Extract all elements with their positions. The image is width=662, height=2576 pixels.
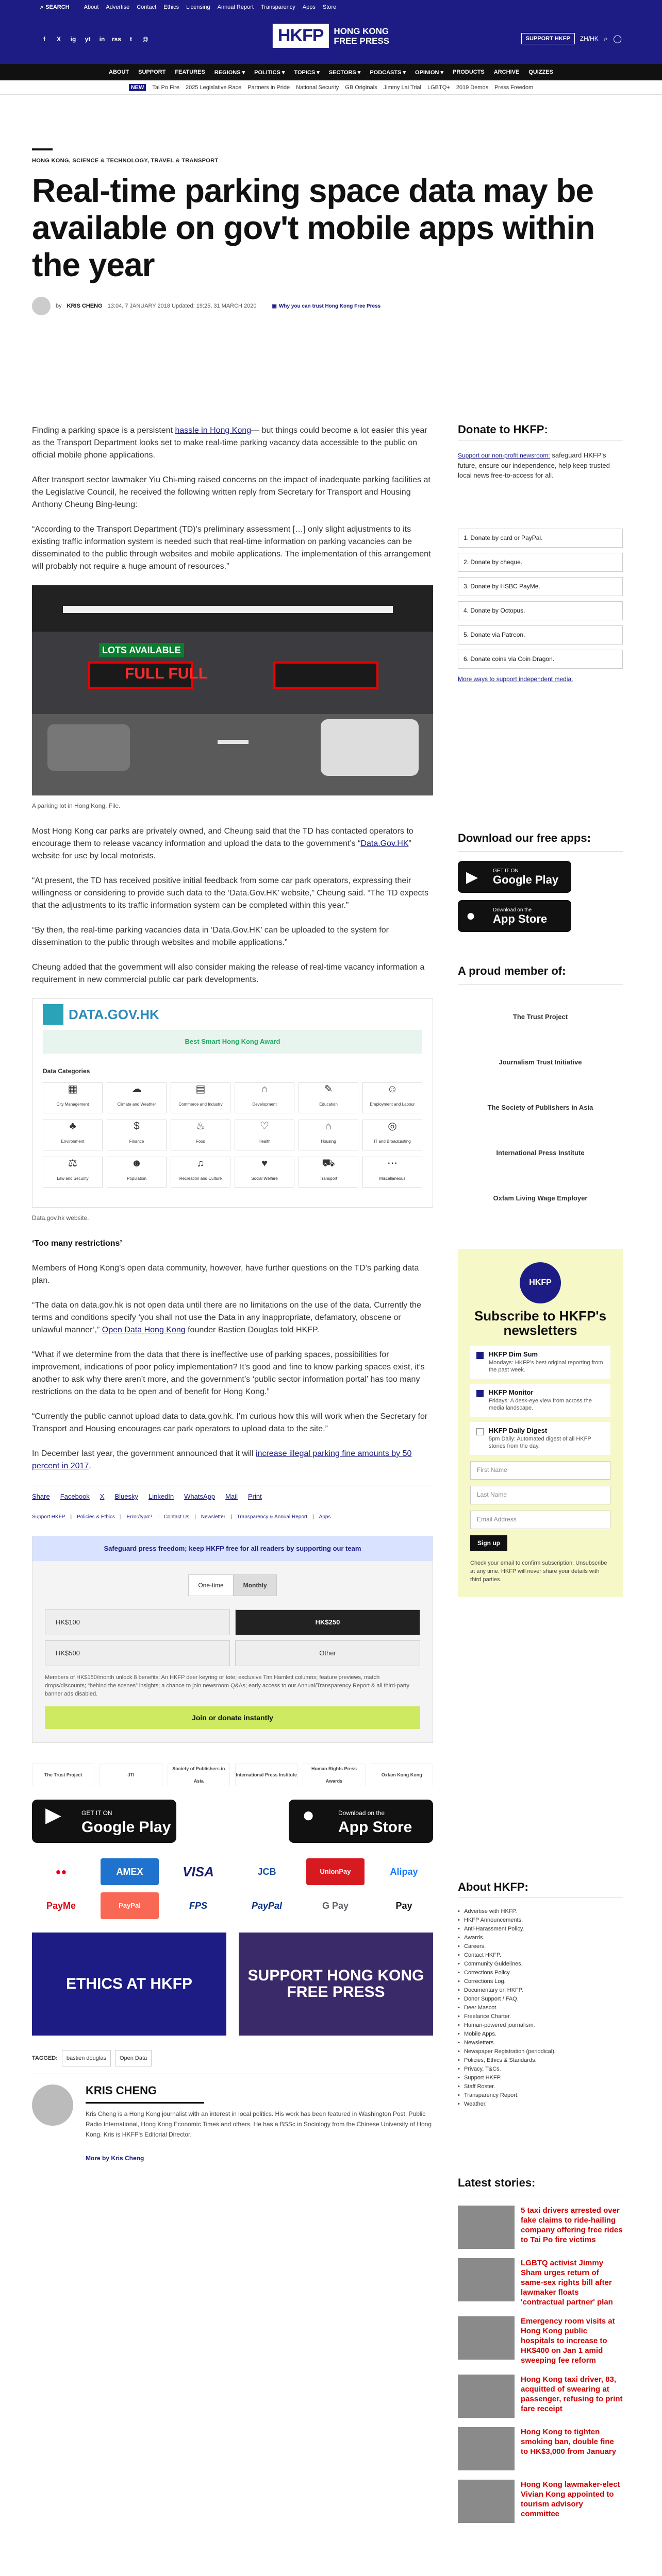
datagov-logo: DATA.GOV.HK bbox=[69, 1007, 159, 1022]
author-rule bbox=[86, 2102, 204, 2104]
trust-link[interactable]: ▣ Why you can trust Hong Kong Free Press bbox=[272, 303, 381, 309]
footer-link[interactable]: Newsletter bbox=[201, 1514, 226, 1520]
oxfam-logo[interactable]: Oxfam Kong Kong bbox=[371, 1764, 433, 1786]
sign-full: FULL FULL bbox=[125, 665, 208, 682]
x-icon[interactable]: X bbox=[56, 36, 61, 43]
trending-link[interactable]: National Security bbox=[296, 84, 339, 91]
about-link[interactable]: • Corrections Log. bbox=[458, 1977, 623, 1986]
datagov-cats-title: Data Categories bbox=[43, 1067, 90, 1075]
paypal-logo: PayPal bbox=[251, 1901, 283, 1911]
google-play-icon: ▶ bbox=[45, 1804, 61, 1826]
newsletter-logo: HKFP bbox=[520, 1262, 561, 1303]
newsletter-title: Subscribe to HKFP's newsletters bbox=[474, 1308, 607, 1338]
about-link[interactable]: • Advertise with HKFP. bbox=[458, 1907, 623, 1916]
about-link[interactable]: • Human-powered journalism. bbox=[458, 2021, 623, 2030]
jti-logo[interactable]: JTI bbox=[100, 1764, 162, 1786]
author-info bbox=[86, 2084, 433, 2164]
support-link[interactable]: Support our non-profit newsroom: bbox=[458, 452, 550, 459]
utility-link[interactable]: Apps bbox=[302, 4, 316, 10]
site-header bbox=[0, 14, 662, 64]
sign-up-button[interactable]: Sign up bbox=[470, 1535, 507, 1551]
fps-logo: FPS bbox=[189, 1901, 207, 1911]
oxfam-logo[interactable]: Oxfam Living Wage Employer bbox=[493, 1194, 588, 1202]
checkbox-checked[interactable] bbox=[476, 1352, 484, 1359]
datagov-category: ♥ Social Welfare bbox=[235, 1157, 294, 1188]
about-link[interactable]: • Contact HKFP. bbox=[458, 1951, 623, 1960]
about-link[interactable]: • Weather. bbox=[458, 2100, 623, 2109]
amount-option[interactable]: HK$100 bbox=[45, 1609, 230, 1635]
datagov-caption: Data.gov.hk website. bbox=[32, 1214, 89, 1222]
story-item[interactable] bbox=[458, 2258, 623, 2307]
amount-options bbox=[45, 1609, 420, 1666]
paragraph: In December last year, the government announced that it will increase illegal parking fine amounts by 50 percent in 2017. bbox=[32, 1449, 412, 1470]
story-headline[interactable]: LGBTQ activist Jimmy Sham urges return of same-sex rights bill after lawmaker floats 'contractual partner' plan bbox=[521, 2259, 613, 2307]
utility-links bbox=[84, 4, 337, 10]
footer-link[interactable]: Apps bbox=[319, 1514, 331, 1520]
story-item[interactable] bbox=[458, 2375, 623, 2418]
about-link[interactable]: • Anti-Harassment Policy. bbox=[458, 1925, 623, 1934]
logo-wordmark: HONG KONG FREE PRESS bbox=[334, 26, 390, 46]
parking-lot-photo bbox=[32, 585, 433, 795]
promo-banners bbox=[32, 1933, 433, 2036]
telegram-icon[interactable]: t bbox=[130, 36, 132, 43]
about-link[interactable]: • Support HKFP. bbox=[458, 2074, 623, 2082]
newsletter-option[interactable]: HKFP Monitor Fridays: A desk-eye view from across the media landscape. bbox=[470, 1384, 610, 1417]
donate-spacer bbox=[458, 487, 623, 529]
amount-option-selected[interactable]: HK$250 bbox=[235, 1609, 420, 1635]
paragraph: “What if we determine from the data that there is ineffective use of parking spaces, possibilities for improvement, indications of poor policy implementation? It’s good and fine to know parking spaces exist, it’s another to ask why there aren’t more, and the government’s ‘public sector information portal’ has too many restrictions on the data to be open and of benefit for Hong Kong.” bbox=[32, 1350, 425, 1396]
trending-link[interactable]: 2025 Legislative Race bbox=[185, 84, 242, 91]
more-ways-link[interactable]: More ways to support independent media. bbox=[458, 675, 573, 683]
about-link[interactable]: • Careers. bbox=[458, 1942, 623, 1951]
paragraph: After transport sector lawmaker Yiu Chi-ming raised concerns on the impact of inadequate parking facilities at the Legislative Council, he received the following written reply from Secretary for Transport and Housing Anthony Cheung Bing-leung: bbox=[32, 476, 431, 509]
donate-option[interactable]: 5. Donate via Patreon. bbox=[458, 625, 623, 645]
about-link[interactable]: • Freelance Charter. bbox=[458, 2012, 623, 2021]
last-name-field[interactable]: Last Name bbox=[470, 1486, 610, 1504]
story-thumbnail bbox=[458, 2480, 515, 2523]
checkbox[interactable] bbox=[476, 1428, 484, 1435]
utility-link[interactable]: Licensing bbox=[186, 4, 210, 10]
story-item[interactable] bbox=[458, 2427, 623, 2470]
nav-item[interactable]: POLITICS ▾ bbox=[254, 69, 285, 76]
facebook-icon[interactable]: f bbox=[43, 36, 45, 43]
member-title: A proud member of: bbox=[458, 964, 623, 985]
jti-logo[interactable]: Journalism Trust Initiative bbox=[499, 1058, 582, 1066]
story-thumbnail bbox=[458, 2206, 515, 2249]
rss-icon[interactable]: rss bbox=[111, 36, 122, 43]
utility-link[interactable]: Ethics bbox=[163, 4, 179, 10]
share-mail[interactable]: Mail bbox=[225, 1493, 238, 1500]
datagov-category: ⌂ Development bbox=[235, 1082, 294, 1113]
youtube-icon[interactable]: yt bbox=[85, 36, 91, 43]
footer-link[interactable]: Policies & Ethics bbox=[77, 1514, 115, 1520]
datagov-category: ♨ Food bbox=[171, 1120, 230, 1150]
nav-item[interactable]: PRODUCTS bbox=[453, 69, 485, 75]
utility-link[interactable]: Transparency bbox=[260, 4, 295, 10]
members-note: Members of HK$150/month unlock 8 benefits: An HKFP deer keyring or tote; exclusive Tim Hamlett columns; feature previews, match drops/discounts; “behind the scenes” insights; a chance to join newsroom Q&As; early access to our Annual/Transparency Report & all third-party banner ads disabled. bbox=[45, 1674, 410, 1697]
paragraph: “Currently the public cannot upload data to data.gov.hk. I’m curious how this will work when the Secretary for Transport and Housing encourages car park operators to upload data to the site.” bbox=[32, 1412, 428, 1433]
trending-link[interactable]: Tai Po Fire bbox=[152, 84, 179, 91]
about-link[interactable]: • Donor Support / FAQ. bbox=[458, 1995, 623, 2004]
story-item[interactable] bbox=[458, 2316, 623, 2365]
search-icon[interactable]: ⌕ bbox=[603, 34, 608, 43]
first-name-field[interactable]: First Name bbox=[470, 1461, 610, 1480]
top-utility-bar bbox=[0, 0, 662, 14]
member-sidebar bbox=[458, 964, 623, 1221]
about-link[interactable]: • HKFP Announcements. bbox=[458, 1916, 623, 1925]
title-rule bbox=[32, 148, 53, 150]
about-link[interactable]: • Transparency Report. bbox=[458, 2091, 623, 2100]
about-link[interactable]: • Newsletters. bbox=[458, 2039, 623, 2047]
support-banner[interactable]: SUPPORT HONG KONG FREE PRESS bbox=[239, 1933, 433, 2036]
paragraph: Finding a parking space is a persistent hassle in Hong Kong— but things could become a lot easier this year as the Transport Department looks set to make real-time parking vacancy data accessible to the public on official mobile phone applications. bbox=[32, 426, 427, 460]
author-name[interactable]: KRIS CHENG bbox=[86, 2084, 157, 2097]
amount-option-other[interactable]: Other bbox=[235, 1640, 420, 1666]
paragraph: Most Hong Kong car parks are privately owned, and Cheung said that the TD has contacted operators to encourage them to release vacancy information and upload the data to the government’s “Data.Gov.HK” website for use by local motorists. bbox=[32, 827, 413, 860]
sign-lots-available: LOTS AVAILABLE bbox=[99, 643, 184, 657]
story-headline[interactable]: Emergency room visits at Hong Kong public hospitals to increase to HK$400 on Jan 1 amid sweeping fee reform bbox=[521, 2317, 615, 2365]
app-badges bbox=[32, 1800, 433, 1843]
nav-item[interactable]: OPINION ▾ bbox=[415, 69, 444, 76]
datagov-category: $ Finance bbox=[107, 1120, 167, 1150]
nav-item[interactable]: TOPICS ▾ bbox=[294, 69, 320, 76]
language-switch[interactable]: ZH/HK bbox=[580, 35, 599, 42]
datagov-category: ▦ City Management bbox=[43, 1082, 103, 1113]
footer-link[interactable]: Contact Us bbox=[163, 1514, 190, 1520]
datagov-category: ☺ Employment and Labour bbox=[362, 1082, 422, 1113]
nav-item[interactable]: ABOUT bbox=[109, 69, 129, 75]
visa-logo: VISA bbox=[183, 1864, 214, 1879]
donate-option[interactable]: 4. Donate by Octopus. bbox=[458, 601, 623, 620]
payme-logo: PayMe bbox=[46, 1901, 76, 1911]
paragraph: “The data on data.gov.hk is not open data until there are no limitations on the use of the data. Currently the terms and conditions specify ‘you shall not use the Data in any inappropriate, defamatory, obscene or unlawful manner’,” Open Data Hong Kong founder Bastien Douglas told HKFP. bbox=[32, 1301, 421, 1334]
apps-title: Download our free apps: bbox=[458, 832, 623, 852]
patreon-logo: PayPal bbox=[101, 1892, 159, 1919]
inline-link[interactable]: hassle in Hong Kong bbox=[175, 426, 252, 435]
amex-logo: AMEX bbox=[101, 1858, 159, 1885]
story-item[interactable] bbox=[458, 2206, 623, 2249]
inline-link[interactable]: Open Data Hong Kong bbox=[102, 1326, 186, 1334]
logo-mark: HKFP bbox=[273, 24, 329, 48]
apple-pay-logo: Pay bbox=[395, 1901, 412, 1911]
apple-icon: ● bbox=[302, 1804, 315, 1826]
about-link[interactable]: • Policies, Ethics & Standards. bbox=[458, 2056, 623, 2065]
datagov-category: ☁ Climate and Weather bbox=[107, 1082, 167, 1113]
parking-lot-illustration bbox=[32, 585, 433, 795]
newsletter-note: Check your email to confirm subscription. Unsubscribe at any time. HKFP will never share your details with third parties. bbox=[470, 1560, 607, 1583]
nav-item[interactable]: PODCASTS ▾ bbox=[370, 69, 406, 76]
byline-by: by bbox=[56, 303, 62, 309]
share-linkedin[interactable]: LinkedIn bbox=[148, 1493, 174, 1500]
unionpay-logo: UnionPay bbox=[306, 1858, 365, 1885]
utility-link[interactable]: Annual Report bbox=[217, 4, 254, 10]
donate-widget-header: Safeguard press freedom; keep HKFP free for all readers by supporting our team bbox=[32, 1536, 433, 1561]
about-title: About HKFP: bbox=[458, 1883, 623, 1898]
checkbox-checked[interactable] bbox=[476, 1390, 484, 1397]
datagov-category: ✎ Education bbox=[299, 1082, 358, 1113]
apps-sidebar bbox=[458, 832, 623, 939]
story-headline[interactable]: Hong Kong to tighten smoking ban, double fine to HK$3,000 from January bbox=[521, 2428, 617, 2456]
about-link[interactable]: • Documentary on HKFP. bbox=[458, 1986, 623, 1995]
story-item[interactable] bbox=[458, 2480, 623, 2523]
main-nav bbox=[0, 64, 662, 80]
about-link[interactable]: • Mobile Apps. bbox=[458, 2030, 623, 2039]
article-footer-links: Support HKFP | Policies & Ethics | Error/typo? | Contact Us | Newsletter | Transparency & Annual Report | Apps bbox=[32, 1511, 433, 1523]
datagov-category: ▤ Commerce and Industry bbox=[171, 1082, 230, 1113]
trust-project-logo[interactable]: The Trust Project bbox=[512, 1012, 568, 1021]
nav-item[interactable]: SECTORS ▾ bbox=[328, 69, 361, 76]
paragraph: Cheung added that the government will also consider making the release of real-time vacancy information a requirement in new commercial public car park developments. bbox=[32, 963, 425, 984]
story-headline[interactable]: Hong Kong lawmaker-elect Vivian Kong appointed to tourism advisory committee bbox=[521, 2480, 620, 2518]
utility-link[interactable]: About bbox=[84, 4, 99, 10]
share-label: Share bbox=[32, 1493, 50, 1500]
story-thumbnail bbox=[458, 2427, 515, 2470]
trending-link[interactable]: Partners in Pride bbox=[247, 84, 290, 91]
newsletter-option[interactable]: HKFP Dim Sum Mondays: HKFP's best original reporting from the past week. bbox=[470, 1346, 610, 1379]
datagov-category: ♫ Recreation and Culture bbox=[171, 1157, 230, 1188]
share-bar bbox=[32, 1485, 433, 1503]
share-bluesky[interactable]: Bluesky bbox=[114, 1493, 138, 1500]
paragraph: Members of Hong Kong’s open data community, however, have further questions on the TD’s parking data plan. bbox=[32, 1264, 419, 1285]
amount-option[interactable]: HK$500 bbox=[45, 1640, 230, 1666]
search-icon: ⌕ bbox=[40, 4, 44, 10]
utility-link[interactable]: Store bbox=[322, 4, 337, 10]
trending-link[interactable]: GB Originals bbox=[345, 84, 377, 91]
ethics-banner[interactable]: ETHICS AT HKFP bbox=[32, 1933, 226, 2036]
google-play-button[interactable]: ▶ GET IT ON Google Play bbox=[32, 1800, 176, 1843]
datagov-category: ♣ Environment bbox=[43, 1120, 103, 1150]
social-links bbox=[40, 35, 150, 43]
article-title: Real-time parking space data may be available on gov't mobile apps within the year bbox=[32, 172, 595, 283]
author-photo bbox=[32, 2084, 73, 2126]
article-dates: 13:04, 7 JANUARY 2018 Updated: 19:25, 31 MARCH 2020 bbox=[107, 303, 257, 309]
datagov-category: ⌂ Housing bbox=[299, 1120, 358, 1150]
article-body bbox=[32, 425, 433, 2164]
about-link[interactable]: • Privacy, T&Cs. bbox=[458, 2065, 623, 2074]
tag[interactable]: bastien douglas bbox=[62, 2050, 111, 2066]
story-thumbnail bbox=[458, 2258, 515, 2301]
about-sidebar bbox=[458, 1880, 623, 2109]
inline-link[interactable]: Data.Gov.HK bbox=[360, 839, 409, 848]
tags-row bbox=[32, 2050, 433, 2074]
mastercard-logo: ●● bbox=[55, 1867, 67, 1877]
google-pay-logo: G Pay bbox=[322, 1901, 349, 1911]
header-actions bbox=[521, 33, 622, 44]
tag[interactable]: Open Data bbox=[115, 2050, 152, 2066]
about-link[interactable]: • Deer Mascot. bbox=[458, 2004, 623, 2012]
ipi-logo[interactable]: International Press Institute bbox=[496, 1148, 585, 1157]
story-thumbnail bbox=[458, 2316, 515, 2360]
datagov-category: ◎ IT and Broadcasting bbox=[362, 1120, 422, 1150]
utility-link[interactable]: Contact bbox=[137, 4, 157, 10]
trending-link[interactable]: Press Freedom bbox=[494, 84, 534, 91]
donate-options bbox=[458, 529, 623, 669]
tags-label: TAGGED: bbox=[32, 2055, 58, 2061]
threads-icon[interactable]: @ bbox=[142, 36, 148, 43]
photo-caption: A parking lot in Hong Kong. File. bbox=[32, 802, 121, 809]
share-print[interactable]: Print bbox=[247, 1493, 262, 1500]
app-store-button[interactable]: ● Download on the App Store bbox=[289, 1800, 433, 1843]
donate-title: Donate to HKFP: bbox=[458, 425, 623, 441]
paragraph: “According to the Transport Department (TD)’s preliminary assessment […] only slight adjustments to its existing traffic information system is needed such that real-time information on parking vacancies can be disseminated to the public through websites and mobile applications. The implementation of this arrangement will probably not require a huge amount of resources.” bbox=[32, 525, 431, 571]
inline-link[interactable]: increase illegal parking fine amounts by 50 percent in 2017 bbox=[32, 1449, 412, 1470]
nav-item[interactable]: FEATURES bbox=[175, 69, 205, 75]
datagov-categories bbox=[43, 1082, 422, 1188]
latest-stories bbox=[458, 2176, 623, 2532]
trending-link[interactable]: 2019 Demos bbox=[456, 84, 489, 91]
paragraph: “By then, the real-time parking vacancies data in ‘Data.Gov.HK’ can be uploaded to the system for dissemination to the public through websites and mobile applications.” bbox=[32, 926, 389, 947]
monthly-tab[interactable]: Monthly bbox=[234, 1574, 277, 1596]
site-logo[interactable] bbox=[273, 24, 389, 48]
share-facebook[interactable]: Facebook bbox=[60, 1493, 90, 1500]
newsletter-option[interactable]: HKFP Daily Digest 5pm Daily: Automated digest of all HKFP stories from the day. bbox=[470, 1422, 610, 1455]
story-headline[interactable]: Hong Kong taxi driver, 83, acquitted of swearing at passenger, refusing to print fare receipt bbox=[521, 2375, 623, 2413]
payment-methods bbox=[32, 1858, 433, 1919]
join-donate-button[interactable]: Join or donate instantly bbox=[45, 1706, 420, 1729]
subheading: ‘Too many restrictions’ bbox=[32, 1239, 122, 1248]
nav-item[interactable]: ARCHIVE bbox=[493, 69, 520, 75]
datagov-logo-mark bbox=[43, 1004, 63, 1025]
article-header bbox=[0, 148, 662, 315]
ipi-logo[interactable]: International Press Institute bbox=[235, 1764, 297, 1786]
about-link[interactable]: • Community Guidelines. bbox=[458, 1960, 623, 1969]
byline bbox=[32, 297, 630, 315]
donate-widget bbox=[32, 1536, 433, 1743]
datagov-category: ♡ Health bbox=[235, 1120, 294, 1150]
jcb-logo: JCB bbox=[257, 1867, 276, 1877]
author-bio: Kris Cheng is a Hong Kong journalist with an interest in local politics. His work has been featured in Washington Post, Public Radio International, Hong Kong Economic Times and others. He has a BSSc in Sociology from the Chinese University of Hong Kong. Kris is HKFP's Editorial Director. bbox=[86, 2110, 432, 2138]
shield-icon: ▣ bbox=[272, 303, 277, 309]
about-link[interactable]: • Newspaper Registration (periodical). bbox=[458, 2047, 623, 2056]
footer-link[interactable]: Transparency & Annual Report bbox=[237, 1514, 308, 1520]
datagov-screenshot bbox=[32, 998, 433, 1208]
stories-title: Latest stories: bbox=[458, 2176, 623, 2196]
email-field[interactable]: Email Address bbox=[470, 1511, 610, 1529]
story-thumbnail bbox=[458, 2375, 515, 2418]
donate-sidebar bbox=[458, 425, 623, 684]
datagov-category: ☻ Population bbox=[107, 1157, 167, 1188]
trending-nav bbox=[0, 80, 662, 95]
nav-item[interactable]: QUIZZES bbox=[528, 69, 553, 75]
datagov-header bbox=[32, 999, 433, 1030]
paragraph: “At present, the TD has received positive initial feedback from some car park operators, expressing their willingness or considering to provide such data to the ‘Data.Gov.HK’ website,” Cheung said. “The TD expects that the adjustments to its traffic information system can be completed within this year.” bbox=[32, 876, 428, 910]
footer-link[interactable]: Error/typo? bbox=[126, 1514, 153, 1520]
instagram-icon[interactable]: ig bbox=[70, 36, 76, 43]
nav-item[interactable]: SUPPORT bbox=[138, 69, 166, 75]
footer-link[interactable]: Support HKFP bbox=[32, 1514, 65, 1520]
donate-option[interactable]: 6. Donate coins via Coin Dragon. bbox=[458, 650, 623, 669]
author-box bbox=[32, 2084, 433, 2164]
nav-item[interactable]: REGIONS ▾ bbox=[214, 69, 245, 76]
about-link[interactable]: • Awards. bbox=[458, 1934, 623, 1942]
google-play-icon: ▶ bbox=[466, 869, 478, 886]
frequency-toggle bbox=[45, 1574, 420, 1596]
trending-link[interactable]: Jimmy Lai Trial bbox=[383, 84, 421, 91]
main-area bbox=[0, 95, 662, 2518]
search-button[interactable]: ⌕ SEARCH bbox=[40, 4, 70, 10]
donate-option[interactable]: 2. Donate by cheque. bbox=[458, 553, 623, 572]
trust-logos-row bbox=[32, 1764, 433, 1786]
alipay-logo: Alipay bbox=[390, 1867, 418, 1877]
new-badge: NEW bbox=[129, 84, 146, 91]
datagov-category: ⚖ Law and Security bbox=[43, 1157, 103, 1188]
datagov-category: ⛟ Transport bbox=[299, 1157, 358, 1188]
newsletter-widget bbox=[458, 1249, 623, 1597]
user-icon[interactable]: ◯ bbox=[613, 35, 622, 43]
one-time-tab[interactable]: One-time bbox=[188, 1574, 233, 1596]
support-hkfp-button[interactable]: SUPPORT HKFP bbox=[521, 33, 575, 44]
author-avatar bbox=[32, 297, 51, 315]
author-name[interactable]: KRIS CHENG bbox=[67, 303, 103, 309]
more-by-author-link[interactable]: More by Kris Cheng bbox=[86, 2155, 144, 2162]
donate-option[interactable]: 1. Donate by card or PayPal. bbox=[458, 529, 623, 548]
trending-link[interactable]: LGBTQ+ bbox=[427, 84, 450, 91]
datagov-award: Best Smart Hong Kong Award bbox=[43, 1030, 422, 1054]
donate-option[interactable]: 3. Donate by HSBC PayMe. bbox=[458, 577, 623, 596]
trust-project-logo[interactable]: The Trust Project bbox=[32, 1764, 94, 1786]
share-x[interactable]: X bbox=[100, 1493, 105, 1500]
article-categories[interactable]: HONG KONG, SCIENCE & TECHNOLOGY, TRAVEL & TRANSPORT bbox=[32, 158, 219, 164]
linkedin-icon[interactable]: in bbox=[99, 36, 105, 43]
hrpa-logo[interactable]: Human Rights Press Awards bbox=[303, 1764, 365, 1786]
datagov-category: ⋯ Miscellaneous bbox=[362, 1157, 422, 1188]
share-whatsapp[interactable]: WhatsApp bbox=[184, 1493, 216, 1500]
apple-icon: ● bbox=[466, 907, 476, 924]
donate-text: Support our non-profit newsroom: safeguard HKFP's future, ensure our independence, help keep trusted local news free-to-access for all. bbox=[458, 451, 610, 479]
app-store-button[interactable]: ● Download on the App Store bbox=[458, 900, 571, 932]
google-play-button[interactable]: ▶ GET IT ON Google Play bbox=[458, 861, 571, 893]
about-link[interactable]: • Staff Roster. bbox=[458, 2082, 623, 2091]
about-link[interactable]: • Corrections Policy. bbox=[458, 1969, 623, 1977]
utility-link[interactable]: Advertise bbox=[106, 4, 130, 10]
story-headline[interactable]: 5 taxi drivers arrested over fake claims to ride-hailing company offering free rides to Tai Po fire victims bbox=[521, 2206, 623, 2244]
donate-widget-body bbox=[32, 1561, 433, 1742]
sopa-logo[interactable]: The Society of Publishers in Asia bbox=[487, 1103, 593, 1111]
sopa-logo[interactable]: Society of Publishers in Asia bbox=[168, 1764, 230, 1786]
